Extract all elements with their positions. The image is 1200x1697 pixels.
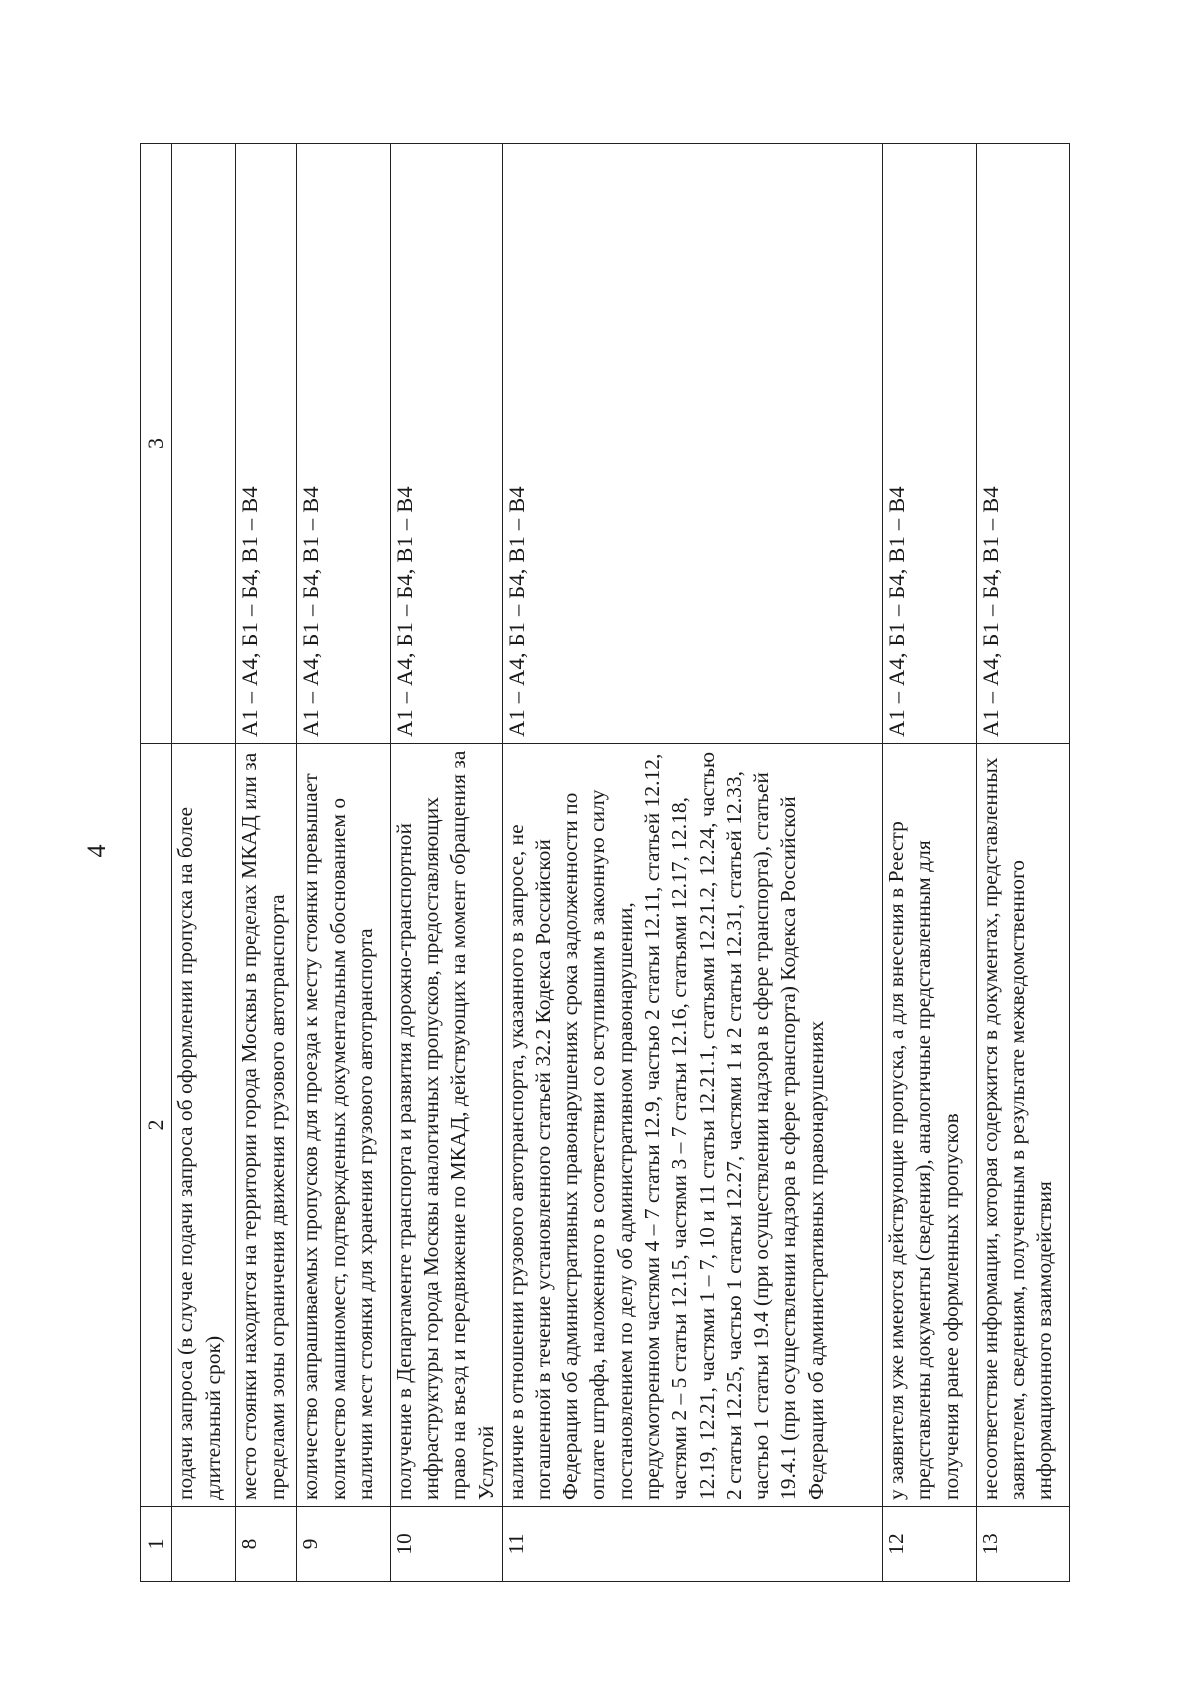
table-row [502, 144, 883, 1582]
row-description: место стоянки находится на территории города Москвы в пределах МКАД или за пределами зоны ограничения движения грузового автотранспорта [236, 744, 297, 1507]
row-number [172, 1507, 236, 1582]
table-header-row [141, 144, 172, 1582]
row-description: количество запрашиваемых пропусков для проезда к месту стоянки превышает количество машиномест, подтвержденных документальным обоснованием о наличии мест стоянки для хранения грузового автотранспорта [297, 744, 390, 1507]
header-col-1: 1 [141, 1507, 172, 1582]
row-description: подачи запроса (в случае подачи запроса об оформлении пропуска на более длительный срок) [172, 744, 236, 1507]
row-description: у заявителя уже имеются действующие пропуска, а для внесения в Реестр представлены документы (сведения), аналогичные представленным для получения ранее оформленных пропусков [883, 744, 976, 1507]
row-codes: А1 – А4, Б1 – Б4, В1 – В4 [883, 144, 976, 744]
row-codes: А1 – А4, Б1 – Б4, В1 – В4 [390, 144, 502, 744]
table-row [172, 144, 236, 1582]
row-number: 13 [976, 1507, 1069, 1582]
table-row [976, 144, 1069, 1582]
header-col-3: 3 [141, 144, 172, 744]
table-row [236, 144, 297, 1582]
table-row [883, 144, 976, 1582]
page-number: 4 [82, 844, 111, 858]
row-codes: А1 – А4, Б1 – Б4, В1 – В4 [976, 144, 1069, 744]
row-codes [172, 144, 236, 744]
row-number: 12 [883, 1507, 976, 1582]
row-number: 10 [390, 1507, 502, 1582]
row-number: 9 [297, 1507, 390, 1582]
row-description: наличие в отношении грузового автотранспорта, указанного в запросе, не погашенной в течение установленного статьей 32.2 Кодекса Российской Федерации об административных правонарушениях срока задолженности по оплате штрафа, наложенного в соответствии со вступившим в законную силу постановлением по делу об административном правонарушении, предусмотренном частями 4 – 7 статьи 12.9, частью 2 статьи 12.11, статьей 12.12, частями 2 – 5 статьи 12.15, частями 3 – 7 статьи 12.16, статьями 12.17, 12.18, 12.19, 12.21, частями 1 – 7, 10 и 11 статьи 12.21.1, статьями 12.21.2, 12.24, частью 2 статьи 12.25, частью 1 статьи 12.27, частями 1 и 2 статьи 12.31, статьей 12.33, частью 1 статьи 19.4 (при осуществлении надзора в сфере транспорта), статьей 19.4.1 (при осуществлении надзора в сфере транспорта) Кодекса Российской Федерации об административных правонарушениях [502, 744, 883, 1507]
row-number: 11 [502, 1507, 883, 1582]
row-number: 8 [236, 1507, 297, 1582]
row-codes: А1 – А4, Б1 – Б4, В1 – В4 [502, 144, 883, 744]
requirements-table [140, 143, 1070, 1582]
table-row [390, 144, 502, 1582]
rotated-table-wrapper [140, 144, 1070, 1582]
row-codes: А1 – А4, Б1 – Б4, В1 – В4 [297, 144, 390, 744]
row-description: несоответствие информации, которая содержится в документах, представленных заявителем, сведениям, полученным в результате межведомственного информационного взаимодействия [976, 744, 1069, 1507]
table-row [297, 144, 390, 1582]
row-description: получение в Департаменте транспорта и развития дорожно-транспортной инфраструктуры города Москвы аналогичных пропусков, предоставляющих право на въезд и передвижение по МКАД, действующих на момент обращения за Услугой [390, 744, 502, 1507]
header-col-2: 2 [141, 744, 172, 1507]
row-codes: А1 – А4, Б1 – Б4, В1 – В4 [236, 144, 297, 744]
